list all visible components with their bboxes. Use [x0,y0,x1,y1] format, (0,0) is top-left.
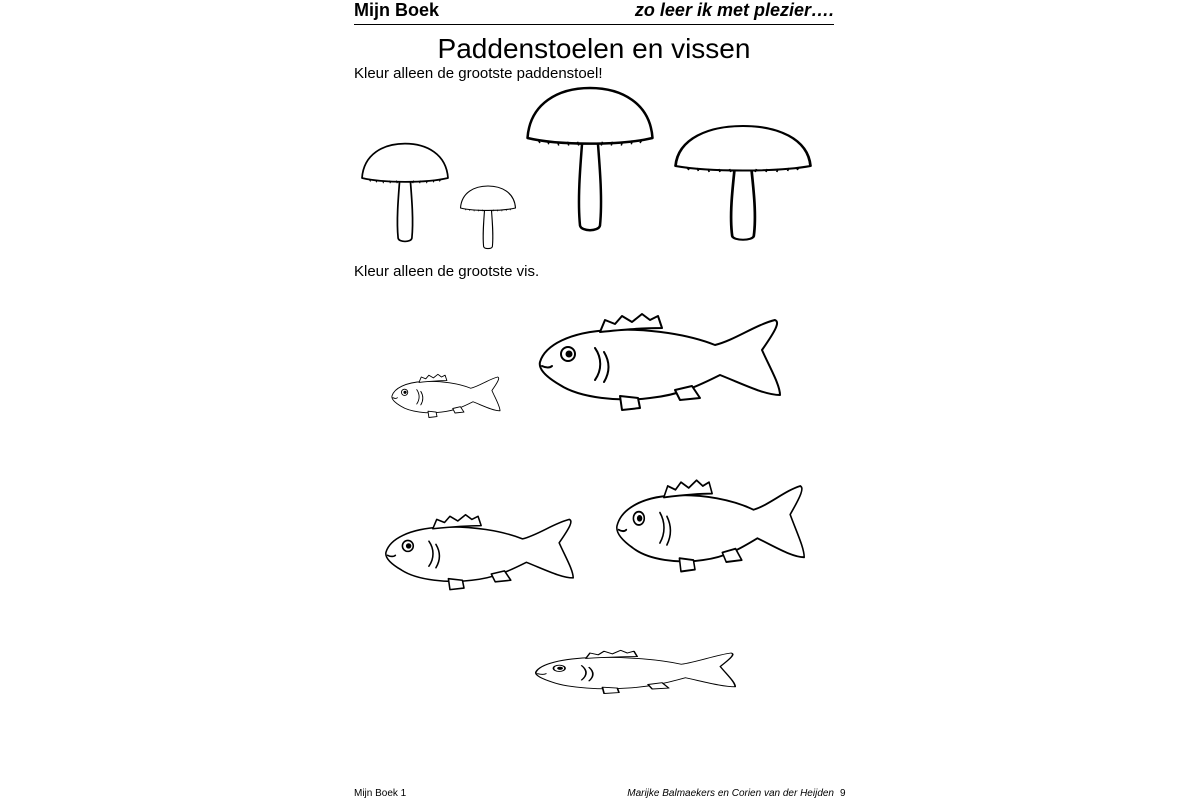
mushroom-tiny [461,186,516,249]
fish-instruction: Kleur alleen de grootste vis. [354,263,540,280]
mushroom-large [676,126,811,240]
mushroom-largest [528,88,653,230]
footer-book: Mijn Boek 1 [354,788,407,799]
fish-slim [536,650,735,693]
mushroom-instruction: Kleur alleen de grootste paddenstoel! [354,65,603,82]
fish-small [392,374,500,417]
footer-authors: Marijke Balmaekers en Corien van der Heijden [627,788,834,799]
book-title: Mijn Boek [354,0,440,20]
page-number: 9 [840,788,846,799]
fish-medium [386,515,573,590]
fish-large [540,314,780,410]
mushroom-medium-small [362,144,448,242]
fish-largest [617,480,804,571]
header-slogan: zo leer ik met plezier…. [634,0,834,20]
page-title: Paddenstoelen en vissen [437,33,751,64]
